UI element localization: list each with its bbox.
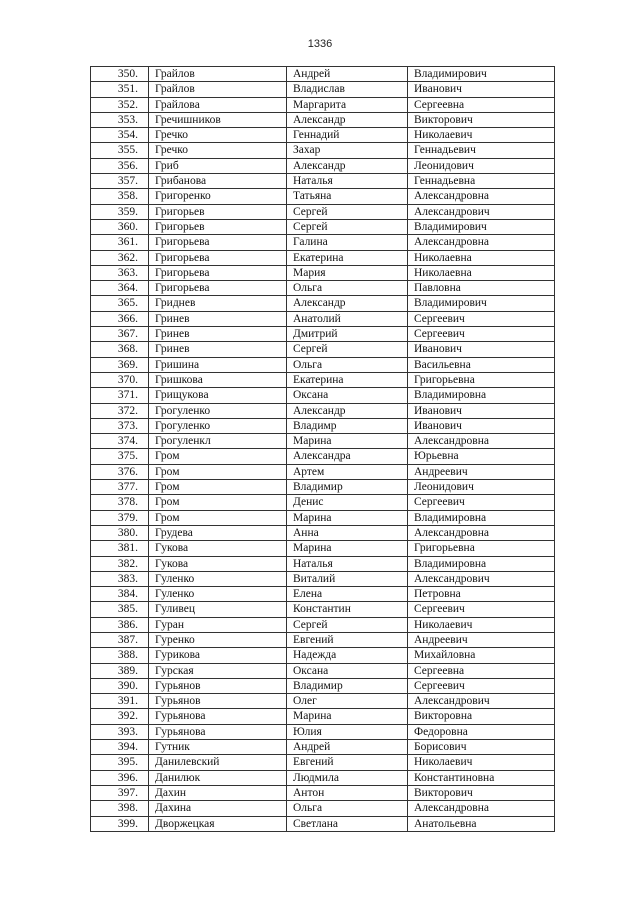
patronymic-cell: Александровна — [408, 235, 555, 250]
table-row — [91, 525, 555, 540]
last-name-cell: Гурьянов — [149, 678, 287, 693]
last-name-cell: Гром — [149, 510, 287, 525]
first-name-cell: Галина — [287, 235, 408, 250]
first-name-cell: Наталья — [287, 556, 408, 571]
patronymic-cell: Николаевич — [408, 128, 555, 143]
patronymic-cell: Леонидович — [408, 158, 555, 173]
last-name-cell: Гром — [149, 464, 287, 479]
patronymic-cell: Петровна — [408, 587, 555, 602]
last-name-cell: Григорьева — [149, 265, 287, 280]
table-row — [91, 265, 555, 280]
table-row — [91, 219, 555, 234]
row-number-cell: 359. — [91, 204, 149, 219]
first-name-cell: Виталий — [287, 571, 408, 586]
patronymic-cell: Викторович — [408, 112, 555, 127]
row-number-cell: 368. — [91, 342, 149, 357]
first-name-cell: Александр — [287, 296, 408, 311]
row-number-cell: 384. — [91, 587, 149, 602]
last-name-cell: Григоренко — [149, 189, 287, 204]
row-number-cell: 354. — [91, 128, 149, 143]
row-number-cell: 363. — [91, 265, 149, 280]
table-row — [91, 617, 555, 632]
table-row — [91, 785, 555, 800]
first-name-cell: Ольга — [287, 281, 408, 296]
table-row — [91, 755, 555, 770]
last-name-cell: Гринев — [149, 327, 287, 342]
last-name-cell: Григорьева — [149, 250, 287, 265]
last-name-cell: Гром — [149, 495, 287, 510]
table-row — [91, 143, 555, 158]
first-name-cell: Сергей — [287, 617, 408, 632]
row-number-cell: 351. — [91, 82, 149, 97]
row-number-cell: 392. — [91, 709, 149, 724]
last-name-cell: Грайлов — [149, 67, 287, 82]
table-row — [91, 372, 555, 387]
row-number-cell: 374. — [91, 434, 149, 449]
table-row — [91, 648, 555, 663]
last-name-cell: Григорьева — [149, 281, 287, 296]
patronymic-cell: Сергеевич — [408, 602, 555, 617]
patronymic-cell: Геннадьевич — [408, 143, 555, 158]
table-row — [91, 128, 555, 143]
patronymic-cell: Александрович — [408, 204, 555, 219]
row-number-cell: 378. — [91, 495, 149, 510]
row-number-cell: 372. — [91, 403, 149, 418]
patronymic-cell: Николаевна — [408, 250, 555, 265]
patronymic-cell: Владимирович — [408, 67, 555, 82]
table-row — [91, 357, 555, 372]
first-name-cell: Оксана — [287, 663, 408, 678]
patronymic-cell: Александровна — [408, 434, 555, 449]
table-row — [91, 204, 555, 219]
table-row — [91, 296, 555, 311]
first-name-cell: Захар — [287, 143, 408, 158]
last-name-cell: Гречко — [149, 143, 287, 158]
patronymic-cell: Иванович — [408, 418, 555, 433]
table-row — [91, 281, 555, 296]
table-row — [91, 663, 555, 678]
first-name-cell: Марина — [287, 434, 408, 449]
patronymic-cell: Владимирович — [408, 296, 555, 311]
table-row — [91, 694, 555, 709]
last-name-cell: Гришкова — [149, 372, 287, 387]
table-row — [91, 602, 555, 617]
last-name-cell: Григорьева — [149, 235, 287, 250]
last-name-cell: Грайлов — [149, 82, 287, 97]
table-row — [91, 403, 555, 418]
first-name-cell: Сергей — [287, 342, 408, 357]
row-number-cell: 370. — [91, 372, 149, 387]
first-name-cell: Татьяна — [287, 189, 408, 204]
first-name-cell: Марина — [287, 709, 408, 724]
first-name-cell: Антон — [287, 785, 408, 800]
patronymic-cell: Сергеевич — [408, 678, 555, 693]
last-name-cell: Гуленко — [149, 571, 287, 586]
table-row — [91, 67, 555, 82]
last-name-cell: Дахина — [149, 801, 287, 816]
table-row — [91, 801, 555, 816]
first-name-cell: Сергей — [287, 219, 408, 234]
patronymic-cell: Михайловна — [408, 648, 555, 663]
table-row — [91, 189, 555, 204]
patronymic-cell: Григорьевна — [408, 372, 555, 387]
patronymic-cell: Юрьевна — [408, 449, 555, 464]
table-row — [91, 770, 555, 785]
table-row — [91, 724, 555, 739]
last-name-cell: Григорьев — [149, 204, 287, 219]
row-number-cell: 356. — [91, 158, 149, 173]
last-name-cell: Грибанова — [149, 174, 287, 189]
patronymic-cell: Владимирович — [408, 219, 555, 234]
first-name-cell: Светлана — [287, 816, 408, 831]
last-name-cell: Грищукова — [149, 388, 287, 403]
first-name-cell: Марина — [287, 541, 408, 556]
patronymic-cell: Андреевич — [408, 464, 555, 479]
row-number-cell: 366. — [91, 311, 149, 326]
last-name-cell: Грогуленко — [149, 418, 287, 433]
patronymic-cell: Сергеевич — [408, 495, 555, 510]
first-name-cell: Ольга — [287, 801, 408, 816]
last-name-cell: Гринев — [149, 311, 287, 326]
row-number-cell: 358. — [91, 189, 149, 204]
patronymic-cell: Анатольевна — [408, 816, 555, 831]
patronymic-cell: Федоровна — [408, 724, 555, 739]
row-number-cell: 361. — [91, 235, 149, 250]
first-name-cell: Геннадий — [287, 128, 408, 143]
last-name-cell: Грудева — [149, 525, 287, 540]
row-number-cell: 382. — [91, 556, 149, 571]
patronymic-cell: Александровна — [408, 189, 555, 204]
row-number-cell: 387. — [91, 632, 149, 647]
last-name-cell: Гукова — [149, 556, 287, 571]
last-name-cell: Данилевский — [149, 755, 287, 770]
first-name-cell: Сергей — [287, 204, 408, 219]
table-row — [91, 464, 555, 479]
row-number-cell: 355. — [91, 143, 149, 158]
patronymic-cell: Павловна — [408, 281, 555, 296]
last-name-cell: Гришина — [149, 357, 287, 372]
last-name-cell: Гречко — [149, 128, 287, 143]
first-name-cell: Людмила — [287, 770, 408, 785]
last-name-cell: Гринев — [149, 342, 287, 357]
table-row — [91, 740, 555, 755]
last-name-cell: Гуран — [149, 617, 287, 632]
row-number-cell: 375. — [91, 449, 149, 464]
row-number-cell: 381. — [91, 541, 149, 556]
table-row — [91, 587, 555, 602]
row-number-cell: 350. — [91, 67, 149, 82]
last-name-cell: Гуренко — [149, 632, 287, 647]
last-name-cell: Гурьянова — [149, 709, 287, 724]
last-name-cell: Дворжецкая — [149, 816, 287, 831]
row-number-cell: 383. — [91, 571, 149, 586]
last-name-cell: Гурьянова — [149, 724, 287, 739]
patronymic-cell: Иванович — [408, 82, 555, 97]
table-row — [91, 541, 555, 556]
patronymic-cell: Николаевич — [408, 755, 555, 770]
table-row — [91, 327, 555, 342]
row-number-cell: 367. — [91, 327, 149, 342]
patronymic-cell: Сергеевич — [408, 327, 555, 342]
first-name-cell: Александр — [287, 403, 408, 418]
patronymic-cell: Владимировна — [408, 388, 555, 403]
table-row — [91, 158, 555, 173]
table-row — [91, 174, 555, 189]
row-number-cell: 373. — [91, 418, 149, 433]
patronymic-cell: Александровна — [408, 525, 555, 540]
first-name-cell: Марина — [287, 510, 408, 525]
first-name-cell: Дмитрий — [287, 327, 408, 342]
last-name-cell: Грогуленкл — [149, 434, 287, 449]
table-row — [91, 342, 555, 357]
table-row — [91, 112, 555, 127]
first-name-cell: Владимр — [287, 418, 408, 433]
table-row — [91, 571, 555, 586]
first-name-cell: Артем — [287, 464, 408, 479]
row-number-cell: 397. — [91, 785, 149, 800]
row-number-cell: 385. — [91, 602, 149, 617]
patronymic-cell: Владимировна — [408, 510, 555, 525]
patronymic-cell: Васильевна — [408, 357, 555, 372]
row-number-cell: 396. — [91, 770, 149, 785]
first-name-cell: Евгений — [287, 632, 408, 647]
row-number-cell: 353. — [91, 112, 149, 127]
last-name-cell: Гром — [149, 449, 287, 464]
patronymic-cell: Викторовна — [408, 709, 555, 724]
row-number-cell: 369. — [91, 357, 149, 372]
last-name-cell: Гукова — [149, 541, 287, 556]
table-row — [91, 82, 555, 97]
row-number-cell: 394. — [91, 740, 149, 755]
first-name-cell: Елена — [287, 587, 408, 602]
last-name-cell: Гурьянов — [149, 694, 287, 709]
patronymic-cell: Сергеевна — [408, 663, 555, 678]
last-name-cell: Григорьев — [149, 219, 287, 234]
row-number-cell: 395. — [91, 755, 149, 770]
last-name-cell: Гурикова — [149, 648, 287, 663]
patronymic-cell: Леонидович — [408, 480, 555, 495]
table-row — [91, 250, 555, 265]
first-name-cell: Наталья — [287, 174, 408, 189]
last-name-cell: Гречишников — [149, 112, 287, 127]
first-name-cell: Андрей — [287, 740, 408, 755]
first-name-cell: Александра — [287, 449, 408, 464]
row-number-cell: 357. — [91, 174, 149, 189]
first-name-cell: Андрей — [287, 67, 408, 82]
patronymic-cell: Андреевич — [408, 632, 555, 647]
last-name-cell: Грогуленко — [149, 403, 287, 418]
patronymic-cell: Григорьевна — [408, 541, 555, 556]
table-row — [91, 556, 555, 571]
row-number-cell: 362. — [91, 250, 149, 265]
row-number-cell: 376. — [91, 464, 149, 479]
table-row — [91, 311, 555, 326]
patronymic-cell: Николаевна — [408, 265, 555, 280]
first-name-cell: Надежда — [287, 648, 408, 663]
last-name-cell: Данилюк — [149, 770, 287, 785]
last-name-cell: Гурская — [149, 663, 287, 678]
first-name-cell: Александр — [287, 112, 408, 127]
row-number-cell: 390. — [91, 678, 149, 693]
patronymic-cell: Константиновна — [408, 770, 555, 785]
first-name-cell: Мария — [287, 265, 408, 280]
patronymic-cell: Борисович — [408, 740, 555, 755]
patronymic-cell: Николаевич — [408, 617, 555, 632]
row-number-cell: 389. — [91, 663, 149, 678]
table-row — [91, 388, 555, 403]
table-row — [91, 434, 555, 449]
first-name-cell: Денис — [287, 495, 408, 510]
patronymic-cell: Александровна — [408, 801, 555, 816]
first-name-cell: Ольга — [287, 357, 408, 372]
last-name-cell: Гром — [149, 480, 287, 495]
table-row — [91, 510, 555, 525]
table-row — [91, 449, 555, 464]
first-name-cell: Владислав — [287, 82, 408, 97]
table-row — [91, 816, 555, 831]
first-name-cell: Олег — [287, 694, 408, 709]
patronymic-cell: Иванович — [408, 342, 555, 357]
patronymic-cell: Сергеевич — [408, 311, 555, 326]
first-name-cell: Оксана — [287, 388, 408, 403]
row-number-cell: 352. — [91, 97, 149, 112]
row-number-cell: 377. — [91, 480, 149, 495]
row-number-cell: 379. — [91, 510, 149, 525]
row-number-cell: 360. — [91, 219, 149, 234]
table-row — [91, 495, 555, 510]
last-name-cell: Гуленко — [149, 587, 287, 602]
table-row — [91, 709, 555, 724]
first-name-cell: Владимир — [287, 480, 408, 495]
patronymic-cell: Сергеевна — [408, 97, 555, 112]
last-name-cell: Грайлова — [149, 97, 287, 112]
row-number-cell: 364. — [91, 281, 149, 296]
row-number-cell: 391. — [91, 694, 149, 709]
last-name-cell: Гуливец — [149, 602, 287, 617]
page-number: 1336 — [307, 38, 333, 50]
row-number-cell: 371. — [91, 388, 149, 403]
patronymic-cell: Геннадьевна — [408, 174, 555, 189]
first-name-cell: Екатерина — [287, 372, 408, 387]
table-row — [91, 480, 555, 495]
patronymic-cell: Владимировна — [408, 556, 555, 571]
patronymic-cell: Викторович — [408, 785, 555, 800]
table-row — [91, 678, 555, 693]
first-name-cell: Владимир — [287, 678, 408, 693]
last-name-cell: Гриднев — [149, 296, 287, 311]
row-number-cell: 386. — [91, 617, 149, 632]
table-row — [91, 235, 555, 250]
first-name-cell: Константин — [287, 602, 408, 617]
row-number-cell: 388. — [91, 648, 149, 663]
row-number-cell: 398. — [91, 801, 149, 816]
patronymic-cell: Иванович — [408, 403, 555, 418]
roster-table — [90, 66, 555, 832]
table-row — [91, 97, 555, 112]
row-number-cell: 380. — [91, 525, 149, 540]
first-name-cell: Юлия — [287, 724, 408, 739]
last-name-cell: Гутник — [149, 740, 287, 755]
table-row — [91, 418, 555, 433]
first-name-cell: Александр — [287, 158, 408, 173]
first-name-cell: Екатерина — [287, 250, 408, 265]
last-name-cell: Гриб — [149, 158, 287, 173]
row-number-cell: 399. — [91, 816, 149, 831]
table-row — [91, 632, 555, 647]
patronymic-cell: Александрович — [408, 694, 555, 709]
first-name-cell: Анатолий — [287, 311, 408, 326]
row-number-cell: 393. — [91, 724, 149, 739]
first-name-cell: Маргарита — [287, 97, 408, 112]
patronymic-cell: Александрович — [408, 571, 555, 586]
first-name-cell: Анна — [287, 525, 408, 540]
roster-body — [91, 67, 555, 832]
first-name-cell: Евгений — [287, 755, 408, 770]
row-number-cell: 365. — [91, 296, 149, 311]
last-name-cell: Дахин — [149, 785, 287, 800]
